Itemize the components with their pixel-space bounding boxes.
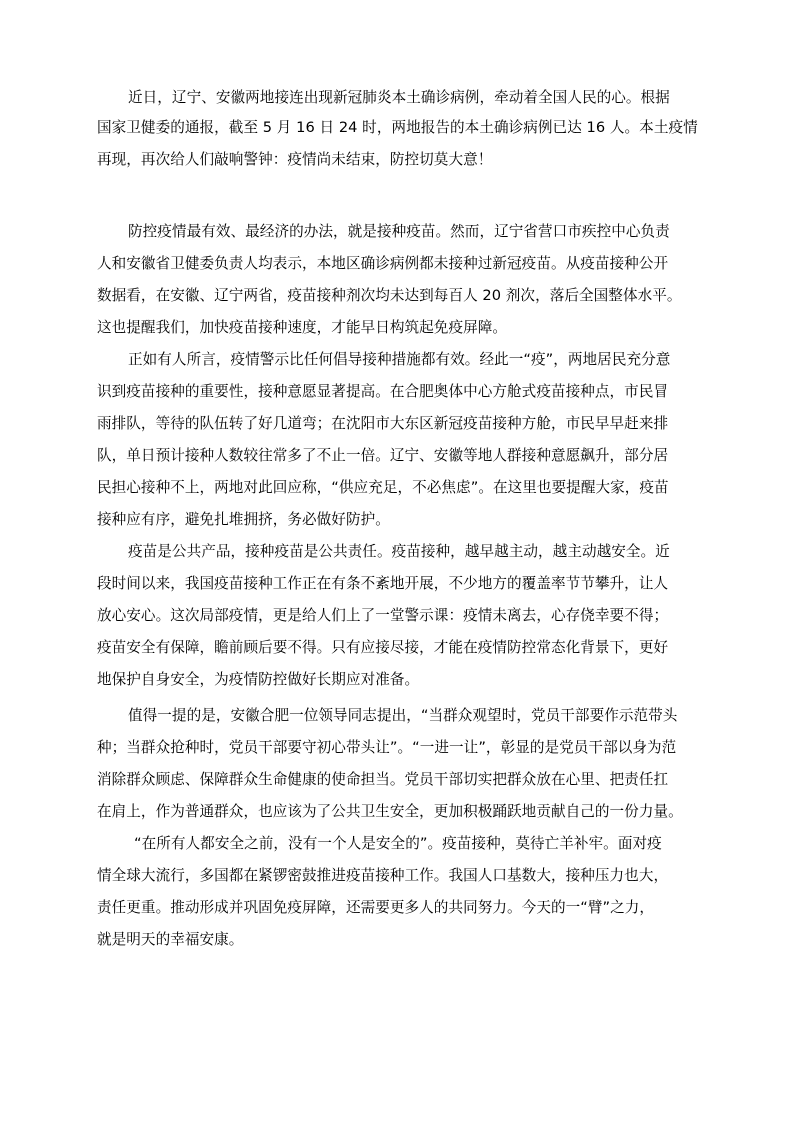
paragraph-6-line-2: 情全球大流行，多国都在紧锣密鼓推进疫苗接种工作。我国人口基数大，接种压力也大， — [97, 867, 669, 884]
paragraph-3-line-6: 接种应有序，避免扎堆拥挤，务必做好防护。 — [97, 511, 390, 528]
paragraph-3-line-1: 正如有人所言，疫情警示比任何倡导接种措施都有效。经此一“疫”，两地居民充分意 — [128, 351, 671, 368]
paragraph-2-line-2: 人和安徽省卫健委负责人均表示，本地区确诊病例都未接种过新冠疫苗。从疫苗接种公开 — [97, 255, 669, 272]
paragraph-5-line-2: 种；当群众抢种时，党员干部要守初心带头让”。“一进一让”，彰显的是党员干部以身为范 — [97, 739, 677, 756]
paragraph-1-line-3: 再现，再次给人们敲响警钟：疫情尚未结束，防控切莫大意！ — [97, 151, 493, 168]
paragraph-1-line-1: 近日，辽宁、安徽两地接连出现新冠肺炎本土确诊病例，牵动着全国人民的心。根据 — [128, 89, 670, 106]
paragraph-2-line-4: 这也提醒我们，加快疫苗接种速度，才能早日构筑起免疫屏障。 — [97, 319, 508, 336]
paragraph-2-line-1: 防控疫情最有效、最经济的办法，就是接种疫苗。然而，辽宁省营口市疾控中心负责 — [128, 223, 670, 240]
paragraph-3-line-2: 识到疫苗接种的重要性，接种意愿显著提高。在合肥奥体中心方舱式疫苗接种点，市民冒 — [97, 383, 669, 400]
paragraph-6-line-1: “在所有人都安全之前，没有一个人是安全的”。疫苗接种，莫待亡羊补牢。面对疫 — [134, 835, 662, 852]
paragraph-5-line-1: 值得一提的是，安徽合肥一位领导同志提出，“当群众观望时，党员干部要作示范带头 — [128, 707, 678, 724]
paragraph-3-line-3: 雨排队，等待的队伍转了好几道弯；在沈阳市大东区新冠疫苗接种方舱，市民早早赶来排 — [97, 415, 669, 432]
paragraph-3-line-4: 队，单日预计接种人数较往常多了不止一倍。辽宁、安徽等地人群接种意愿飙升，部分居 — [97, 447, 669, 464]
paragraph-2-line-3: 数据看，在安徽、辽宁两省，疫苗接种剂次均未达到每百人 20 剂次，落后全国整体水平。 — [97, 287, 682, 304]
paragraph-4-line-1: 疫苗是公共产品，接种疫苗是公共责任。疫苗接种，越早越主动，越主动越安全。近 — [128, 543, 670, 560]
paragraph-6-line-3: 责任更重。推动形成并巩固免疫屏障，还需要更多人的共同努力。今天的一“臂”之力， — [97, 899, 655, 916]
paragraph-1-line-2: 国家卫健委的通报，截至 5 月 16 日 24 时，两地报告的本土确诊病例已达 16 人。本土疫情 — [97, 119, 698, 136]
paragraph-5-line-4: 在肩上，作为普通群众，也应该为了公共卫生安全，更加积极踊跃地贡献自己的一份力量。 — [97, 803, 683, 820]
paragraph-4-line-5: 地保护自身安全，为疫情防控做好长期应对准备。 — [97, 671, 420, 688]
paragraph-5-line-3: 消除群众顾虑、保障群众生命健康的使命担当。党员干部切实把群众放在心里、把责任扛 — [97, 771, 669, 788]
paragraph-6-line-4: 就是明天的幸福安康。 — [97, 931, 244, 948]
paragraph-3-line-5: 民担心接种不上，两地对此回应称，“供应充足，不必焦虑”。在这里也要提醒大家，疫苗 — [97, 479, 669, 496]
paragraph-4-line-2: 段时间以来，我国疫苗接种工作正在有条不紊地开展，不少地方的覆盖率节节攀升，让人 — [97, 575, 669, 592]
paragraph-4-line-3: 放心安心。这次局部疫情，更是给人们上了一堂警示课：疫情未离去，心存侥幸要不得； — [97, 607, 669, 624]
paragraph-4-line-4: 疫苗安全有保障，瞻前顾后要不得。只有应接尽接，才能在疫情防控常态化背景下，更好 — [97, 639, 669, 656]
